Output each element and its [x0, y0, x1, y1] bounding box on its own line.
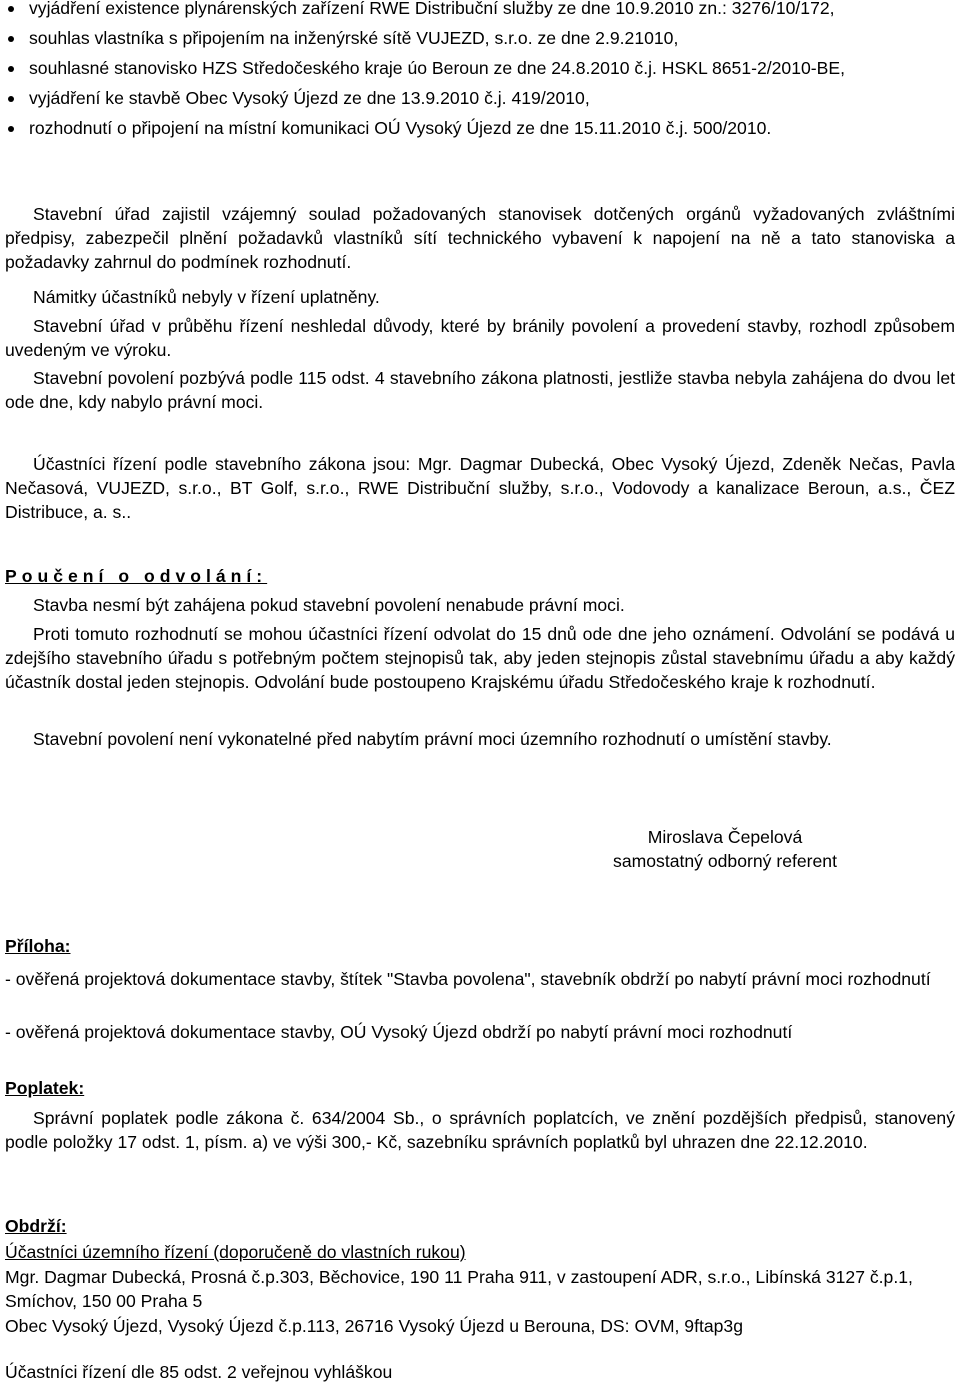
conditions-list — [5, 0, 955, 140]
recipient-line: Mgr. Dagmar Dubecká, Prosná č.p.303, Běchovice, 190 11 Praha 911, v zastoupení ADR, s.r.o., Libínská 3127 č.p.1, Smíchov, 150 00 Praha 5 — [5, 1267, 913, 1311]
signatory-name: Miroslava Čepelová — [647, 827, 803, 847]
appeal-paragraph: Proti tomuto rozhodnutí se mohou účastníci řízení odvolat do 15 dnů ode dne jeho oznámení. Odvolání se podává u zdejšího stavebního úřadu s potřebným počtem stejnopisů tak, aby jeden stejnopis zůstal stavebnímu úřadu a aby každý účastník dostal jeden stejnopis. Odvolání bude postoupeno Krajskému úřadu Středočeského kraje k rozhodnutí. — [5, 624, 955, 692]
attachment-heading: Příloha: — [5, 936, 71, 956]
fee-paragraph: Správní poplatek podle zákona č. 634/2004 Sb., o správních poplatcích, ve znění pozdějších předpisů, stanovený podle položky 17 odst. 1, písm. a) ve výši 300,- Kč, sazebníku správních poplatků byl uhrazen dne 22.12.2010. — [5, 1108, 955, 1152]
fee-heading: Poplatek: — [5, 1078, 85, 1098]
decision-paragraph: Stavební úřad v průběhu řízení neshledal důvody, které by bránily povolení a provedení stavby, rozhodl způsobem uvedeným ve výroku. — [5, 316, 955, 360]
coordination-paragraph: Stavební úřad zajistil vzájemný soulad požadovaných stanovisek dotčených orgánů vyžadovaných zvláštními předpisy, zabezpečil plnění požadavků vlastníků sítí technického vybavení k napojení na ně a tato stanoviska a požadavky zahrnul do podmínek rozhodnutí. — [5, 204, 955, 272]
signature-block — [505, 825, 945, 873]
attachment-item: - ověřená projektová dokumentace stavby, štítek "Stavba povolena", stavebník obdrží po nabytí právní moci rozhodnutí — [5, 969, 931, 989]
list-item: rozhodnutí o připojení na místní komunikaci OÚ Vysoký Újezd ze dne 15.11.2010 č.j. 500/2010. — [5, 116, 955, 140]
signatory-title: samostatný odborný referent — [613, 851, 837, 871]
participants-paragraph: Účastníci řízení podle stavebního zákona jsou: Mgr. Dagmar Dubecká, Obec Vysoký Újezd, Zdeněk Nečas, Pavla Nečasová, VUJEZD, s.r.o., BT Golf, s.r.o., RWE Distribuční služby, s.r.o., Vodovody a kanalizace Beroun, a.s., ČEZ Distribuce, a. s.. — [5, 454, 955, 522]
recipient-line: Účastníci řízení dle 85 odst. 2 veřejnou vyhláškou — [5, 1362, 393, 1382]
recipients-subheading: Účastníci územního řízení (doporučeně do vlastních rukou) — [5, 1242, 466, 1262]
appeal-start-paragraph: Stavba nesmí být zahájena pokud stavební povolení nenabude právní moci. — [33, 595, 625, 615]
recipients-heading: Obdrží: — [5, 1216, 67, 1236]
list-item: souhlasné stanovisko HZS Středočeského kraje úo Beroun ze dne 24.8.2010 č.j. HSKL 8651-2/2010-BE, — [5, 56, 955, 80]
attachment-item: - ověřená projektová dokumentace stavby, OÚ Vysoký Újezd obdrží po nabytí právní moci rozhodnutí — [5, 1022, 793, 1042]
objections-paragraph: Námitky účastníků nebyly v řízení uplatněny. — [33, 287, 380, 307]
list-item: souhlas vlastníka s připojením na inženýrské sítě VUJEZD, s.r.o. ze dne 2.9.21010, — [5, 26, 955, 50]
recipient-line: Obec Vysoký Újezd, Vysoký Újezd č.p.113, 26716 Vysoký Újezd u Berouna, DS: OVM, 9ftap3g — [5, 1316, 743, 1336]
list-item: vyjádření existence plynárenských zařízení RWE Distribuční služby ze dne 10.9.2010 zn.: 3276/10/172, — [5, 0, 955, 20]
appeal-heading: Poučení o odvolání: — [5, 566, 268, 586]
enforceability-paragraph: Stavební povolení není vykonatelné před nabytím právní moci územního rozhodnutí o umístění stavby. — [33, 729, 832, 749]
list-item: vyjádření ke stavbě Obec Vysoký Újezd ze dne 13.9.2010 č.j. 419/2010, — [5, 86, 955, 110]
validity-paragraph: Stavební povolení pozbývá podle 115 odst. 4 stavebního zákona platnosti, jestliže stavba nebyla zahájena do dvou let ode dne, kdy nabylo právní moci. — [5, 368, 955, 412]
